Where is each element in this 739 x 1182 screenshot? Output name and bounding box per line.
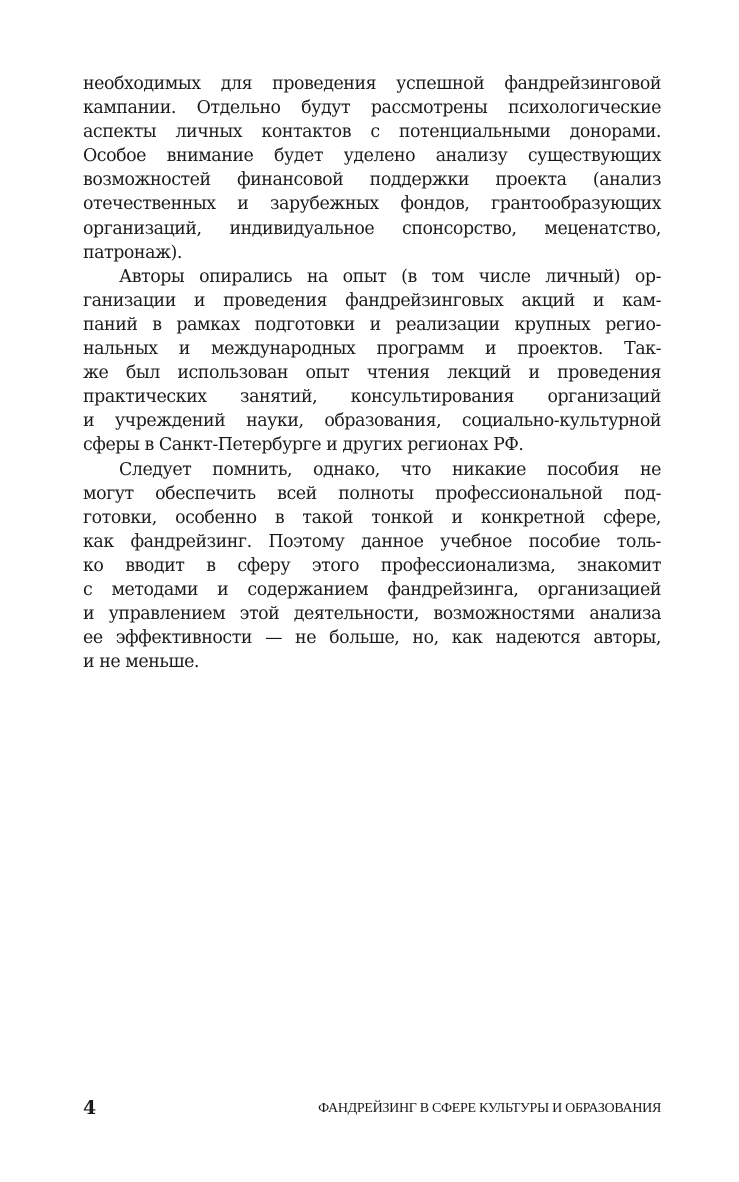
page-footer — [83, 1097, 661, 1123]
text-line: ко вводит в сферу этого профессионализма, знакомит — [83, 555, 661, 576]
text-line: нальных и международных программ и проектов. Так- — [83, 339, 661, 360]
text-line: и не меньше. — [83, 652, 199, 673]
text-line: как фандрейзинг. Поэтому данное учебное пособие толь- — [83, 531, 661, 552]
paragraph-2 — [83, 265, 661, 458]
text-line: Особое внимание будет уделено анализу существующих — [83, 146, 661, 167]
text-line: организаций, индивидуальное спонсорство, меценатство, — [83, 218, 661, 239]
paragraph-1 — [83, 72, 661, 265]
text-line: отечественных и зарубежных фондов, грантообразующих — [83, 194, 661, 215]
page-number: 4 — [83, 1097, 97, 1119]
text-line: и управлением этой деятельности, возможностями анализа — [83, 604, 661, 625]
text-line: готовки, особенно в такой тонкой и конкретной сфере, — [83, 507, 661, 528]
text-line: ганизации и проведения фандрейзинговых акций и кам- — [83, 290, 661, 311]
text-line: Следует помнить, однако, что никакие пособия не — [119, 459, 661, 480]
running-title: ФАНДРЕЙЗИНГ В СФЕРЕ КУЛЬТУРЫ И ОБРАЗОВАНИЯ — [318, 1101, 661, 1116]
text-line: сферы в Санкт-Петербурге и других регионах РФ. — [83, 435, 524, 456]
text-line: необходимых для проведения успешной фандрейзинговой — [83, 74, 661, 94]
paragraph-3 — [83, 458, 661, 675]
text-line: и учреждений науки, образования, социально-культурной — [83, 411, 661, 432]
text-line: аспекты личных контактов с потенциальными донорами. — [83, 122, 661, 143]
text-line: патронаж). — [83, 242, 182, 263]
text-line: с методами и содержанием фандрейзинга, организацией — [83, 579, 661, 600]
body-text — [83, 72, 661, 674]
text-line: возможностей финансовой поддержки проекта (анализ — [83, 170, 661, 191]
text-line: могут обеспечить всей полноты профессиональной под- — [83, 483, 661, 504]
text-line: ее эффективности — не больше, но, как надеются авторы, — [83, 628, 661, 649]
text-line: паний в рамках подготовки и реализации крупных регио- — [83, 314, 661, 335]
text-line: кампании. Отдельно будут рассмотрены психологические — [83, 98, 661, 119]
text-line: же был использован опыт чтения лекций и проведения — [83, 363, 661, 384]
text-line: Авторы опирались на опыт (в том числе личный) ор- — [119, 266, 661, 287]
text-line: практических занятий, консультирования организаций — [83, 387, 661, 408]
